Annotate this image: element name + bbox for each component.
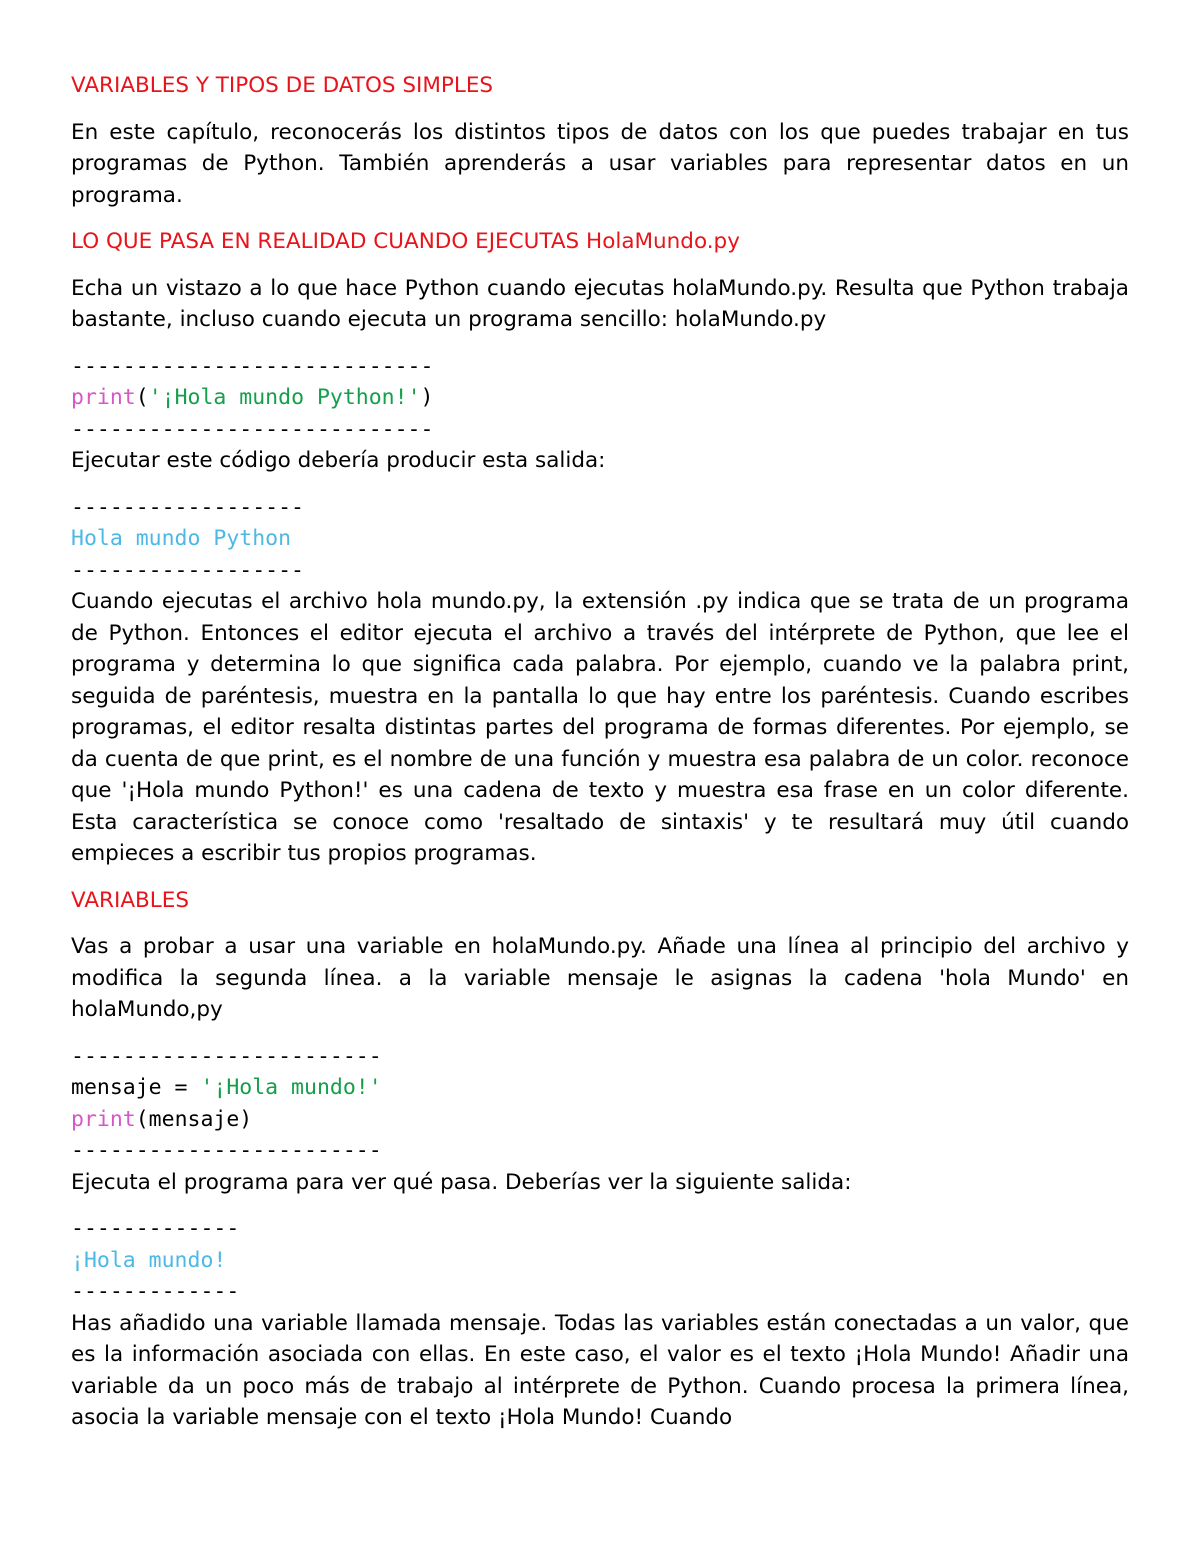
code-paren-close: ): [420, 385, 434, 410]
explanation-paragraph: Echa un vistazo a lo que hace Python cuando ejecutas holaMundo.py. Resulta que Python trabaja bastante, incluso cuando ejecuta un programa sencillo: holaMundo.py: [71, 275, 1129, 332]
code2-keyword: print: [71, 1106, 136, 1132]
variable-explanation-paragraph: Has añadido una variable llamada mensaje. Todas las variables están conectadas a un valor, que es la información asociada con ellas. En este caso, el valor es el texto ¡Hola Mundo! Añadir una variable da un poco más de trabajo al intérprete de Python. Cuando procesa la primera línea, asocia la variable mensaje con el texto ¡Hola Mundo! Cuando: [71, 1310, 1129, 1430]
code-string: '¡Hola mundo Python!': [148, 385, 421, 410]
code2-rule-bottom: ------------------------: [71, 1138, 382, 1163]
code-paren-open: (: [135, 385, 149, 410]
code2-args: (mensaje): [135, 1106, 253, 1132]
heading-variables: VARIABLES: [71, 887, 189, 913]
code-block-print: [71, 351, 1129, 446]
syntax-highlight-paragraph: Cuando ejecutas el archivo hola mundo.py, la extensión .py indica que se trata de un programa de Python. Entonces el editor ejecuta el archivo a través del intérprete de Python, que lee el programa y determina lo que significa cada palabra. Por ejemplo, cuando ve la palabra print, seguida de paréntesis, muestra en la pantalla lo que hay entre los paréntesis. Cuando escribes programas, el editor resalta distintas partes del programa de formas diferentes. Por ejemplo, se da cuenta de que print, es el nombre de una función y muestra esa palabra de un color. reconoce que '¡Hola mundo Python!' es una cadena de texto y muestra esa frase en un color diferente. Esta característica se conoce como 'resaltado de sintaxis' y te resultará muy útil cuando empieces a escribir tus propios programas.: [71, 589, 1129, 866]
output2-rule-top: -------------: [71, 1216, 240, 1241]
run-program-paragraph: Ejecuta el programa para ver qué pasa. Deberías ver la siguiente salida:: [71, 1169, 852, 1195]
code-block-mensaje: [71, 1041, 1129, 1167]
code2-string: '¡Hola mundo!': [200, 1075, 382, 1100]
intro-paragraph: En este capítulo, reconocerás los distintos tipos de datos con los que puedes trabajar en tus programas de Python. También aprenderás a usar variables para representar datos en un programa.: [71, 119, 1129, 208]
output2-text: ¡Hola mundo!: [71, 1247, 227, 1273]
code-line-print: [71, 382, 1129, 414]
variable-intro-paragraph: Vas a probar a usar una variable en holaMundo.py. Añade una línea al principio del archivo y modifica la segunda línea. a la variable mensaje le asignas la cadena 'hola Mundo' en holaMundo,py: [71, 934, 1129, 1022]
output-rule-top: ------------------: [71, 494, 304, 520]
output2-rule-bottom: -------------: [71, 1279, 240, 1304]
code-rule-top: ----------------------------: [71, 353, 434, 379]
output-rule-bottom: ------------------: [71, 557, 304, 583]
code2-line-assign: [71, 1072, 1129, 1104]
code2-rule-top: ------------------------: [71, 1043, 382, 1069]
code2-assign: mensaje =: [71, 1075, 201, 1100]
code-rule-bottom: ----------------------------: [71, 416, 434, 442]
heading-lo-que-pasa: LO QUE PASA EN REALIDAD CUANDO EJECUTAS HolaMundo.py: [71, 229, 740, 254]
output-block-1: [71, 492, 1129, 587]
document-page: [71, 70, 1129, 1434]
output-block-2: [71, 1213, 1129, 1308]
code-keyword: print: [71, 385, 136, 410]
output-intro-paragraph: Ejecutar este código debería producir esta salida:: [71, 448, 606, 473]
heading-variables-tipos: VARIABLES Y TIPOS DE DATOS SIMPLES: [71, 73, 494, 98]
code2-line-print: [71, 1104, 1129, 1136]
output-text: Hola mundo Python: [71, 526, 292, 551]
